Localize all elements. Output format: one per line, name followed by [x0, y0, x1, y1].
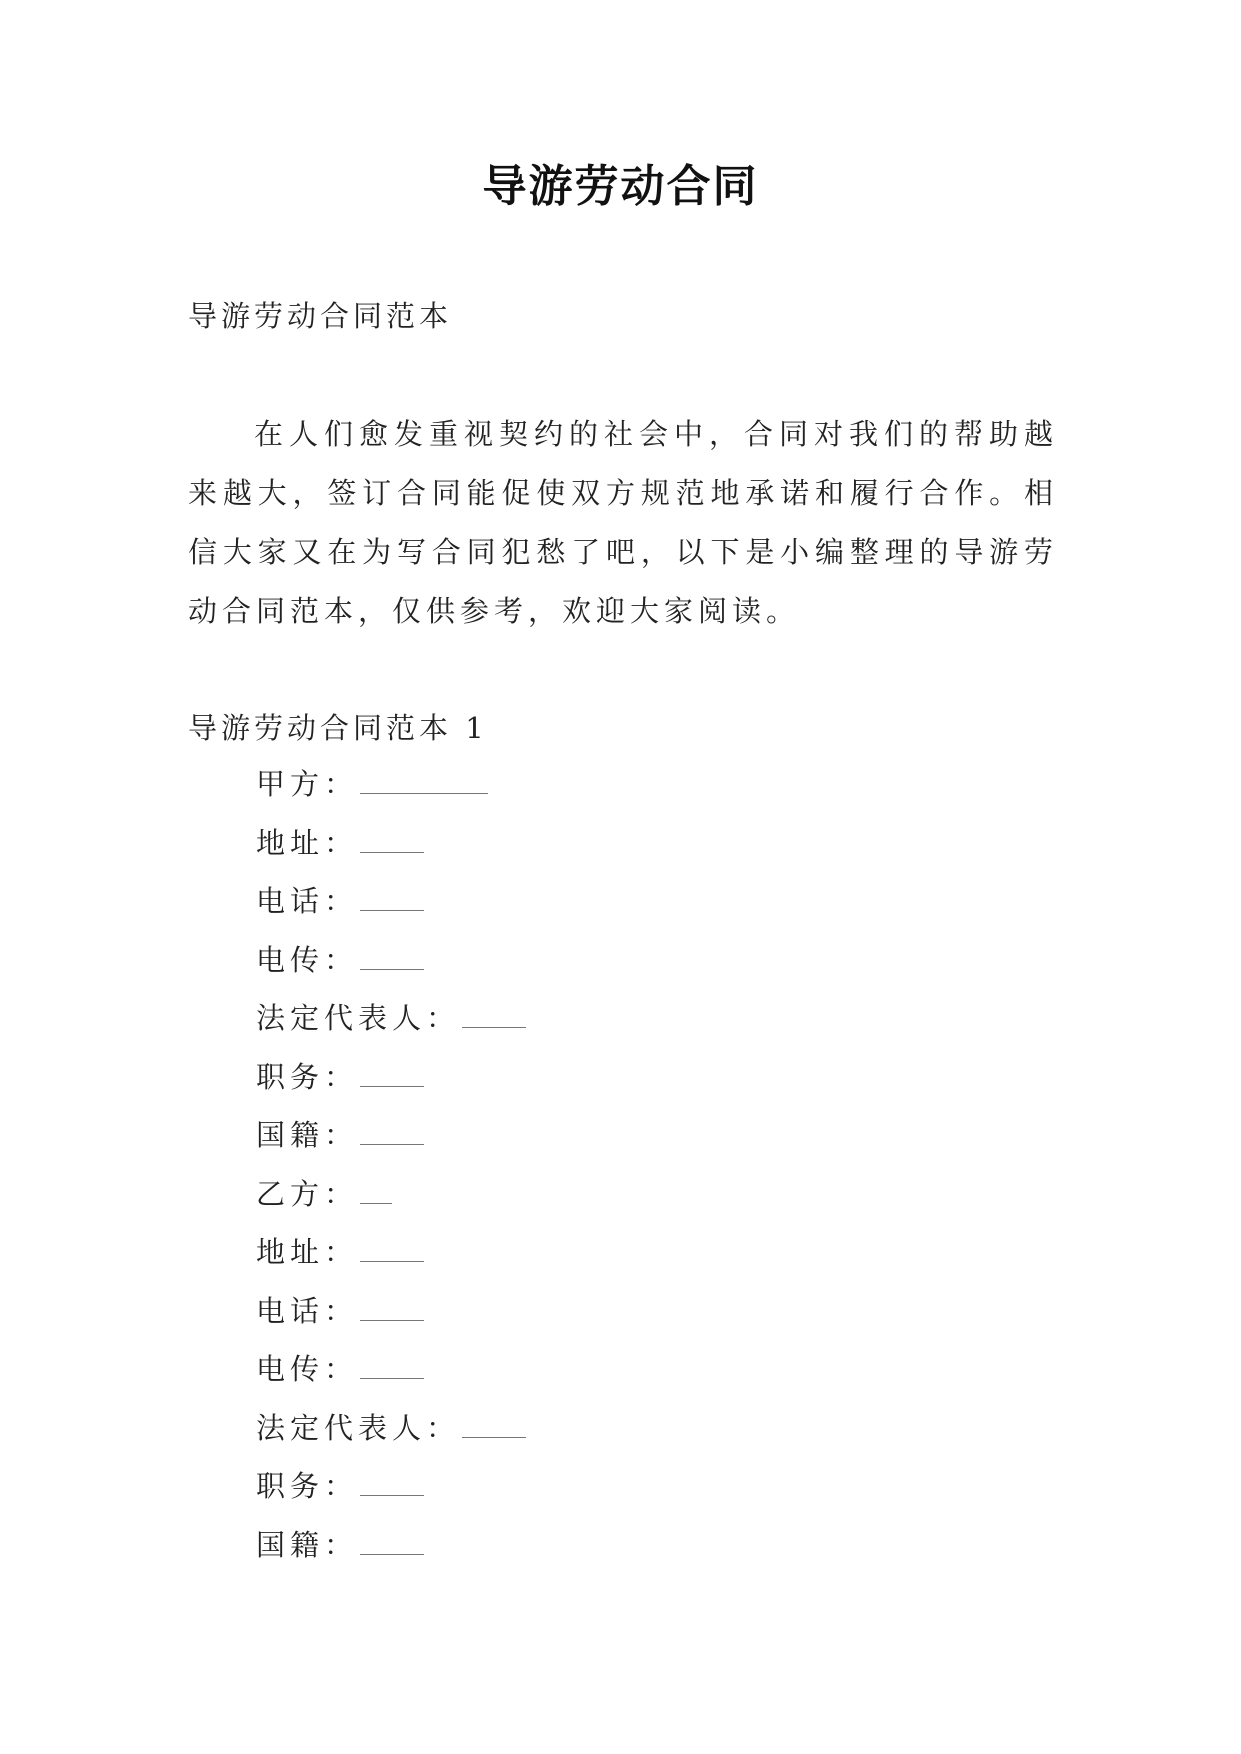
field-label: 地址：	[256, 825, 359, 860]
field-nationality-a	[256, 1113, 526, 1172]
field-address-a	[256, 821, 526, 880]
field-label: 职务：	[256, 1059, 359, 1094]
party-field-list	[256, 762, 526, 1581]
field-label: 乙方：	[256, 1176, 359, 1211]
field-label: 职务：	[256, 1469, 359, 1503]
field-label: 电话：	[256, 884, 359, 918]
fill-blank	[360, 1239, 424, 1262]
field-address-b	[256, 1230, 526, 1289]
section-title: 导游劳动合同范本 1	[188, 711, 488, 745]
fill-blank	[462, 1415, 526, 1438]
fill-blank	[360, 771, 488, 794]
field-fax-b	[256, 1347, 526, 1406]
field-label: 国籍：	[256, 1527, 359, 1562]
field-label: 电传：	[256, 1352, 359, 1386]
fill-blank	[360, 1064, 424, 1087]
field-label: 电话：	[256, 1293, 359, 1328]
field-nationality-b	[256, 1523, 526, 1582]
fill-blank	[462, 1005, 526, 1028]
field-label: 地址：	[256, 1235, 359, 1269]
fill-blank	[360, 1356, 424, 1379]
intro-paragraph: 在人们愈发重视契约的社会中，合同对我们的帮助越来越大，签订合同能促使双方规范地承诺和履行合作。相信大家又在为写合同犯愁了吧，以下是小编整理的导游劳动合同范本，仅供参考，欢迎大家阅读。	[188, 417, 1058, 628]
field-position-a	[256, 1055, 526, 1114]
fill-blank	[360, 947, 424, 970]
fill-blank	[360, 1122, 424, 1145]
field-party-b	[256, 1172, 526, 1231]
field-label: 电传：	[256, 942, 359, 977]
field-legal-rep-b	[256, 1406, 526, 1465]
fill-blank	[360, 830, 424, 853]
field-label: 国籍：	[256, 1118, 359, 1152]
fill-blank	[360, 1181, 392, 1204]
field-party-a	[256, 762, 526, 821]
fill-blank	[360, 1298, 424, 1321]
field-position-b	[256, 1464, 526, 1523]
fill-blank	[360, 888, 424, 911]
field-label: 法定代表人：	[256, 1410, 461, 1445]
document-title: 导游劳动合同	[482, 161, 759, 212]
field-phone-b	[256, 1289, 526, 1348]
document-subtitle: 导游劳动合同范本	[188, 299, 453, 333]
fill-blank	[360, 1473, 424, 1496]
field-label: 法定代表人：	[256, 1001, 461, 1035]
fill-blank	[360, 1532, 424, 1555]
field-legal-rep-a	[256, 996, 526, 1055]
field-fax-a	[256, 938, 526, 997]
field-label: 甲方：	[256, 767, 359, 801]
field-phone-a	[256, 879, 526, 938]
